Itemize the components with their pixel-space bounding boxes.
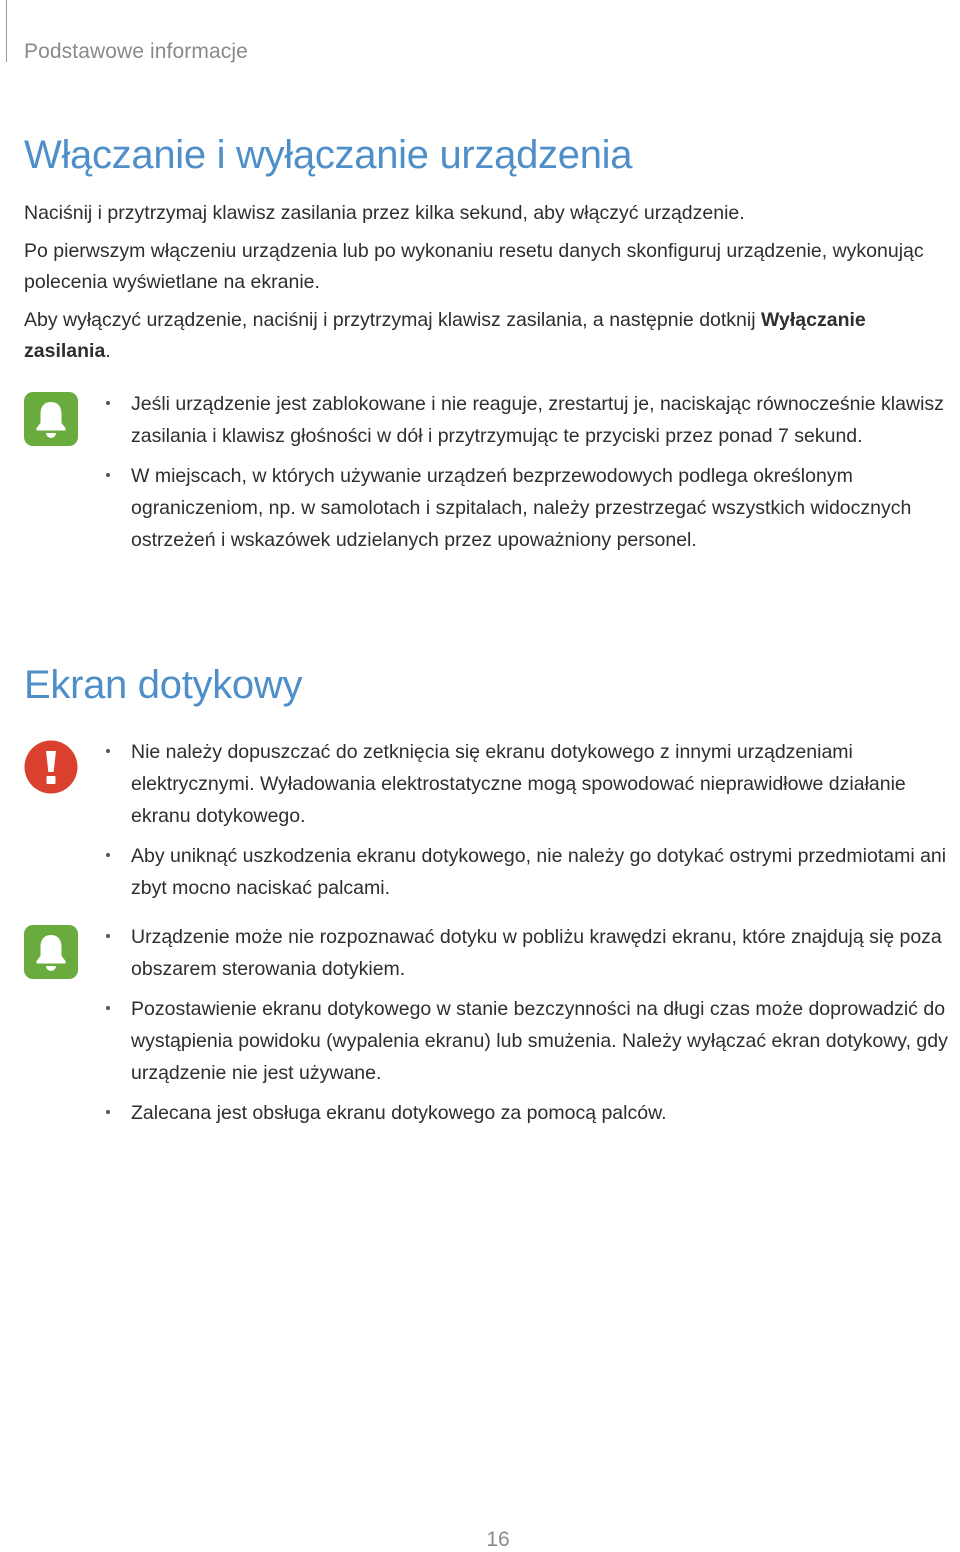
list-item [104, 921, 960, 985]
running-header: Podstawowe informacje [24, 40, 248, 63]
section-body-power [24, 198, 944, 374]
note-text-restart: Jeśli urządzenie jest zablokowane i nie reaguje, zrestartuj je, naciskając równocześnie klawisz zasilania i klawisz głośności w dół i przytrzymując te przyciski przez ponad 7 sekund. [131, 393, 944, 447]
paragraph-turn-off-text: Aby wyłączyć urządzenie, naciśnij i przytrzymaj klawisz zasilania, a następnie dotknij [24, 308, 761, 331]
note-list-power [104, 388, 960, 564]
caution-text-electric: Nie należy dopuszczać do zetknięcia się ekranu dotykowego z innymi urządzeniami elektrycznymi. Wyładowania elektrostatyczne mogą spowodować nieprawidłowe działanie ekranu dotykowego. [131, 741, 906, 827]
page-number: 16 [486, 1528, 510, 1551]
section-title-power: Włączanie i wyłączanie urządzenia [24, 133, 633, 177]
bullet-dot [106, 853, 110, 857]
bullet-dot [106, 401, 110, 405]
list-item [104, 736, 960, 832]
list-item [104, 993, 960, 1089]
section-title-touchscreen: Ekran dotykowy [24, 663, 303, 707]
bullet-dot [106, 1006, 110, 1010]
bullet-dot [106, 934, 110, 938]
note-text-restricted-areas: W miejscach, w których używanie urządzeń bezprzewodowych podlega określonym ograniczeniom, np. w samolotach i szpitalach, należy przestrzegać wszystkich widocznych ostrzeżeń i wskazówek udzielanych przez upoważniony personel. [131, 465, 912, 551]
paragraph-first-setup: Po pierwszym włączeniu urządzenia lub po wykonaniu resetu danych skonfiguruj urządzenie, wykonując polecenia wyświetlane na ekranie. [24, 239, 924, 293]
paragraph-turn-off-end: . [105, 340, 111, 362]
note-text-edges: Urządzenie może nie rozpoznawać dotyku w pobliżu krawędzi ekranu, które znajdują się poza obszarem sterowania dotykiem. [131, 926, 942, 980]
bullet-dot [106, 749, 110, 753]
list-item [104, 460, 960, 556]
bullet-dot [106, 473, 110, 477]
list-item [104, 388, 960, 452]
caution-list-touchscreen [104, 736, 960, 912]
bell-icon [24, 392, 78, 446]
page-edge-rule [6, 0, 7, 62]
power-off-option-label: Wyłączanie zasilania [24, 308, 866, 362]
note-text-burn-in: Pozostawienie ekranu dotykowego w stanie bezczynności na długi czas może doprowadzić do wystąpienia powidoku (wypalenia ekranu) lub smużenia. Należy wyłączać ekran dotykowy, gdy urządzenie nie jest używane. [131, 998, 948, 1084]
paragraph-turn-off [24, 305, 944, 368]
note-list-touchscreen [104, 921, 960, 1137]
list-item [104, 1097, 960, 1129]
paragraph-turn-on: Naciśnij i przytrzymaj klawisz zasilania przez kilka sekund, aby włączyć urządzenie. [24, 202, 745, 224]
caution-text-sharp-objects: Aby uniknąć uszkodzenia ekranu dotykowego, nie należy go dotykać ostrymi przedmiotami ani zbyt mocno naciskać palcami. [131, 845, 947, 899]
bell-icon [24, 925, 78, 979]
bullet-dot [106, 1110, 110, 1114]
exclamation-icon [24, 740, 78, 794]
list-item [104, 840, 960, 904]
note-text-fingers: Zalecana jest obsługa ekranu dotykowego za pomocą palców. [131, 1102, 667, 1124]
